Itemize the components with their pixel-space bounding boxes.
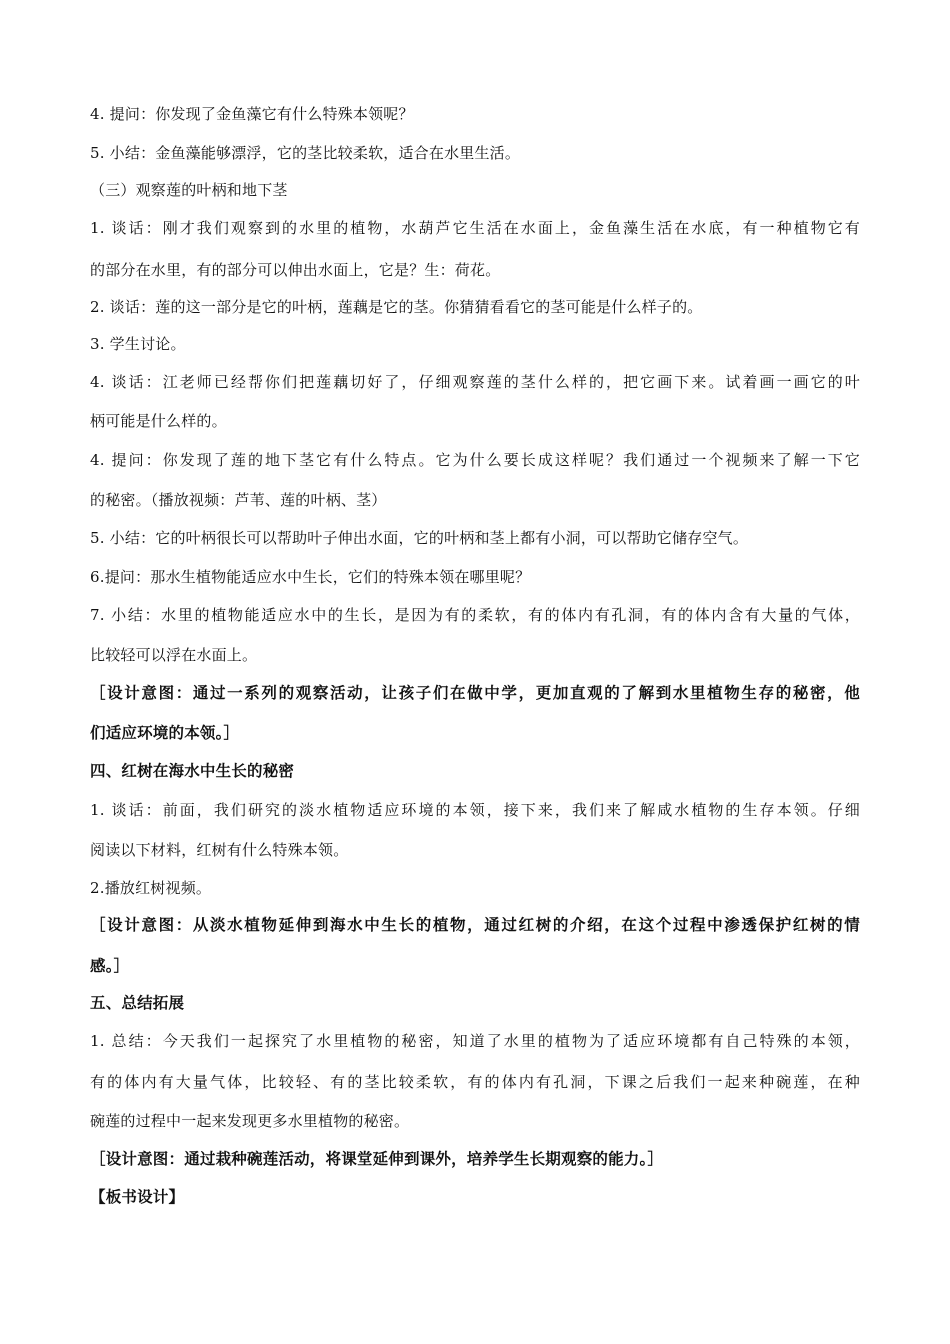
section-mangrove-heading: 四、红树在海水中生长的秘密 — [90, 762, 295, 780]
question-lotus-line-1: 4. 提问：你发现了莲的地下茎它有什么特点。它为什么要长成这样呢？我们通过一个视频来了解一下它 — [90, 451, 860, 469]
mangrove-talk-line-1: 1. 谈话：前面，我们研究的淡水植物适应环境的本领，接下来，我们来了解咸水植物的生存本领。仔细 — [90, 801, 860, 819]
board-design-heading: 【板书设计】 — [90, 1188, 185, 1206]
talk-1-line-2: 的部分在水里，有的部分可以伸出水面上，它是？生：荷花。 — [90, 261, 501, 279]
talk-2: 2. 谈话：莲的这一部分是它的叶柄，莲藕是它的茎。你猜猜看看它的茎可能是什么样子的。 — [90, 298, 703, 316]
mangrove-talk-line-2: 阅读以下材料，红树有什么特殊本领。 — [90, 841, 349, 859]
summary-lotus: 5. 小结：它的叶柄很长可以帮助叶子伸出水面，它的叶柄和茎上都有小洞，可以帮助它储存空气。 — [90, 529, 749, 547]
summary-7-line-1: 7. 小结：水里的植物能适应水中的生长，是因为有的柔软，有的体内有孔洞，有的体内含有大量的气体， — [90, 606, 860, 624]
summary-line-1: 1. 总结：今天我们一起探究了水里植物的秘密，知道了水里的植物为了适应环境都有自己特殊的本领， — [90, 1032, 860, 1050]
summary-goldfish-weed: 5. 小结：金鱼藻能够漂浮，它的茎比较柔软，适合在水里生活。 — [90, 144, 521, 162]
section-lotus-heading: （三）观察莲的叶柄和地下茎 — [90, 181, 288, 199]
student-discussion: 3. 学生讨论。 — [90, 335, 186, 353]
design-intent-3: ［设计意图：通过栽种碗莲活动，将课堂延伸到课外，培养学生长期观察的能力。］ — [90, 1150, 664, 1168]
design-intent-2-line-1: ［设计意图：从淡水植物延伸到海水中生长的植物，通过红树的介绍，在这个过程中渗透保护红树的情 — [90, 916, 860, 934]
talk-4-line-2: 柄可能是什么样的。 — [90, 412, 227, 430]
design-intent-2-line-2: 感。］ — [90, 957, 130, 975]
design-intent-1-line-2: 们适应环境的本领。］ — [90, 724, 240, 742]
question-6: 6.提问：那水生植物能适应水中生长，它们的特殊本领在哪里呢？ — [90, 568, 531, 586]
talk-4-line-1: 4. 谈话：江老师已经帮你们把莲藕切好了，仔细观察莲的茎什么样的，把它画下来。试着画一画它的叶 — [90, 373, 860, 391]
question-goldfish-weed: 4. 提问：你发现了金鱼藻它有什么特殊本领呢？ — [90, 105, 414, 123]
section-summary-heading: 五、总结拓展 — [90, 994, 185, 1012]
mangrove-video: 2.播放红树视频。 — [90, 879, 212, 897]
talk-1-line-1: 1. 谈话：刚才我们观察到的水里的植物，水葫芦它生活在水面上，金鱼藻生活在水底，有一种植物它有 — [90, 219, 860, 237]
summary-line-3: 碗莲的过程中一起来发现更多水里植物的秘密。 — [90, 1112, 410, 1130]
summary-7-line-2: 比较轻可以浮在水面上。 — [90, 646, 258, 664]
summary-line-2: 有的体内有大量气体，比较轻、有的茎比较柔软，有的体内有孔洞，下课之后我们一起来种碗莲，在种 — [90, 1073, 860, 1091]
question-lotus-line-2: 的秘密。（播放视频：芦苇、莲的叶柄、茎） — [90, 491, 387, 509]
design-intent-1-line-1: ［设计意图：通过一系列的观察活动，让孩子们在做中学，更加直观的了解到水里植物生存的秘密，他 — [90, 684, 860, 702]
